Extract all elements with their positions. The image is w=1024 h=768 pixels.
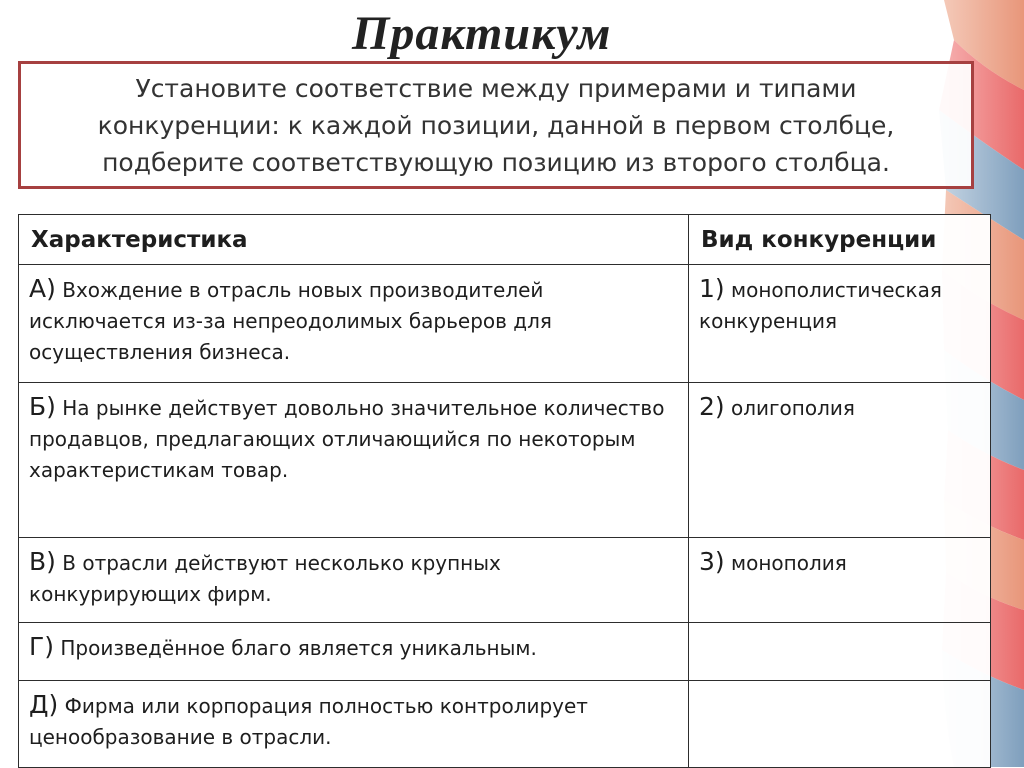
row-letter: Д) (29, 690, 59, 719)
characteristic-text: Фирма или корпорация полностью контролирует ценообразование в отрасли. (29, 694, 588, 749)
row-letter: Б) (29, 392, 56, 421)
characteristic-cell (19, 623, 689, 681)
competition-type-text: олигополия (731, 396, 855, 420)
header-competition-type: Вид конкуренции (689, 215, 991, 265)
competition-type-text: монополистическая конкуренция (699, 278, 942, 333)
matching-table (18, 214, 991, 768)
row-number: 3) (699, 547, 725, 576)
competition-type-text: монополия (731, 551, 847, 575)
characteristic-text: На рынке действует довольно значительное количество продавцов, предлагающих отличающийся по некоторым характеристикам товар. (29, 396, 665, 482)
table-row (19, 623, 991, 681)
table-row (19, 538, 991, 623)
row-number: 2) (699, 392, 725, 421)
characteristic-text: Вхождение в отрасль новых производителей исключается из-за непреодолимых барьеров для осуществления бизнеса. (29, 278, 552, 364)
row-letter: В) (29, 547, 56, 576)
characteristic-text: Произведённое благо является уникальным. (60, 636, 537, 660)
competition-type-cell (689, 538, 991, 623)
competition-type-cell (689, 681, 991, 768)
row-letter: А) (29, 274, 56, 303)
row-letter: Г) (29, 632, 54, 661)
table-row (19, 681, 991, 768)
task-instruction-text (98, 70, 895, 181)
row-number: 1) (699, 274, 725, 303)
header-characteristic: Характеристика (19, 215, 689, 265)
task-instruction-box (18, 61, 974, 189)
competition-type-cell (689, 623, 991, 681)
task-line: подберите соответствующую позицию из второго столбца. (102, 147, 890, 177)
characteristic-cell (19, 681, 689, 768)
table-row (19, 265, 991, 383)
characteristic-cell (19, 538, 689, 623)
competition-type-cell (689, 265, 991, 383)
task-line: Установите соответствие между примерами и типами (135, 73, 857, 103)
task-line: конкуренции: к каждой позиции, данной в первом столбце, (97, 110, 895, 140)
competition-type-cell (689, 383, 991, 538)
page-title: Практикум (352, 7, 612, 60)
characteristic-text: В отрасли действуют несколько крупных конкурирующих фирм. (29, 551, 501, 606)
table-header-row (19, 215, 991, 265)
characteristic-cell (19, 265, 689, 383)
table-row (19, 383, 991, 538)
characteristic-cell (19, 383, 689, 538)
